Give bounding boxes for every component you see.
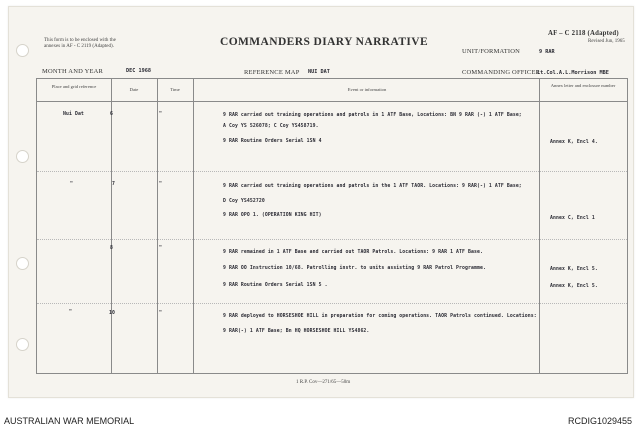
co-value: Lt.Col.A.L.Morrison MBE	[537, 70, 609, 76]
entry-time: "	[159, 311, 162, 316]
punch-hole	[16, 150, 29, 163]
entry-annex: Annex K, Encl 5.	[550, 267, 598, 272]
entry-line: D Coy YS452720	[223, 199, 265, 204]
month-value: DEC 1968	[126, 68, 151, 74]
punch-hole	[16, 257, 29, 270]
archive-name: AUSTRALIAN WAR MEMORIAL	[4, 416, 135, 426]
entry-line: 9 RAR carried out training operations and patrols in the 1 ATF TAOR. Locations: 9 RAR(-) 1 ATF Base;	[223, 184, 522, 189]
entry-date: 10	[109, 311, 115, 316]
column-header-place: Place and grid reference	[51, 84, 97, 89]
entry-time: "	[159, 246, 162, 251]
diary-table	[36, 78, 628, 374]
unit-label: UNIT/FORMATION	[462, 48, 521, 55]
entry-time: "	[159, 182, 162, 187]
form-note-line2: annexes in AF - C 2119 (Adapted).	[44, 44, 114, 49]
column-rule	[111, 79, 112, 373]
header-rule	[37, 101, 627, 102]
unit-value: 9 RAR	[539, 49, 555, 55]
entry-time: "	[159, 112, 162, 117]
printer-line: 1 R.P. Cov—271/65—50m	[296, 380, 351, 385]
entry-annex: Annex C, Encl 1	[550, 216, 595, 221]
entry-date: 8	[110, 246, 113, 251]
column-rule	[539, 79, 540, 373]
archive-reference: RCDIG1029455	[567, 416, 632, 426]
revised-date: Revised Jun, 1965	[588, 39, 625, 44]
entry-place: "	[69, 310, 72, 315]
entry-line: 9 RAR carried out training operations and patrols in 1 ATF Base, Locations: BN 9 RAR (-) 1 ATF Base;	[223, 113, 522, 118]
punch-hole	[16, 44, 29, 57]
entry-date: 7	[112, 182, 115, 187]
page-title: COMMANDERS DIARY NARRATIVE	[220, 36, 429, 48]
row-divider	[37, 303, 627, 304]
entry-line: 9 RAR OPO 1. (OPERATION KING HIT)	[223, 213, 322, 218]
entry-line: 9 RAR Routine Orders Serial 1SN 4	[223, 139, 322, 144]
entry-date: 6	[110, 112, 113, 117]
entry-line: 9 RAR OO Instruction 10/68. Patrolling instr. to units assisting 9 RAR Patrol Programme.	[223, 266, 486, 271]
map-label: REFERENCE MAP	[244, 69, 300, 76]
column-rule	[157, 79, 158, 373]
column-rule	[193, 79, 194, 373]
form-note-line1: This form is to be enclosed with the	[44, 38, 116, 43]
entry-line: 9 RAR remained in 1 ATF Base and carried out TAOR Patrols. Locations: 9 RAR 1 ATF Base.	[223, 250, 483, 255]
map-value: NUI DAT	[308, 69, 330, 75]
entry-place: "	[70, 182, 73, 187]
entry-annex: Annex K, Encl 4.	[550, 140, 598, 145]
entry-line: 9 RAR(-) 1 ATF Base; Bn HQ HORSESHOE HILL YS4862.	[223, 329, 370, 334]
row-divider	[37, 171, 627, 172]
entry-annex: Annex K, Encl 5.	[550, 284, 598, 289]
column-header-event: Event or information	[347, 87, 387, 92]
entry-line: A Coy YS 526078; C Coy YS458719.	[223, 124, 319, 129]
entry-line: 9 RAR Routine Orders Serial 1SN 5 .	[223, 283, 328, 288]
punch-hole	[16, 338, 29, 351]
entry-line: 9 RAR deployed to HORSESHOE HILL in preparation for coming operations. TAOR Patrols continued. Locations:	[223, 314, 537, 319]
column-header-annex: Annex letter and enclosure number	[550, 83, 616, 88]
entry-place: Nui Dat	[63, 112, 84, 117]
column-header-date: Date	[129, 87, 139, 92]
co-label: COMMANDING OFFICER	[462, 69, 541, 76]
form-number: AF – C 2118 (Adapted)	[548, 30, 619, 37]
row-divider	[37, 239, 627, 240]
column-header-time: Time	[170, 87, 180, 92]
month-label: MONTH AND YEAR	[42, 68, 104, 75]
